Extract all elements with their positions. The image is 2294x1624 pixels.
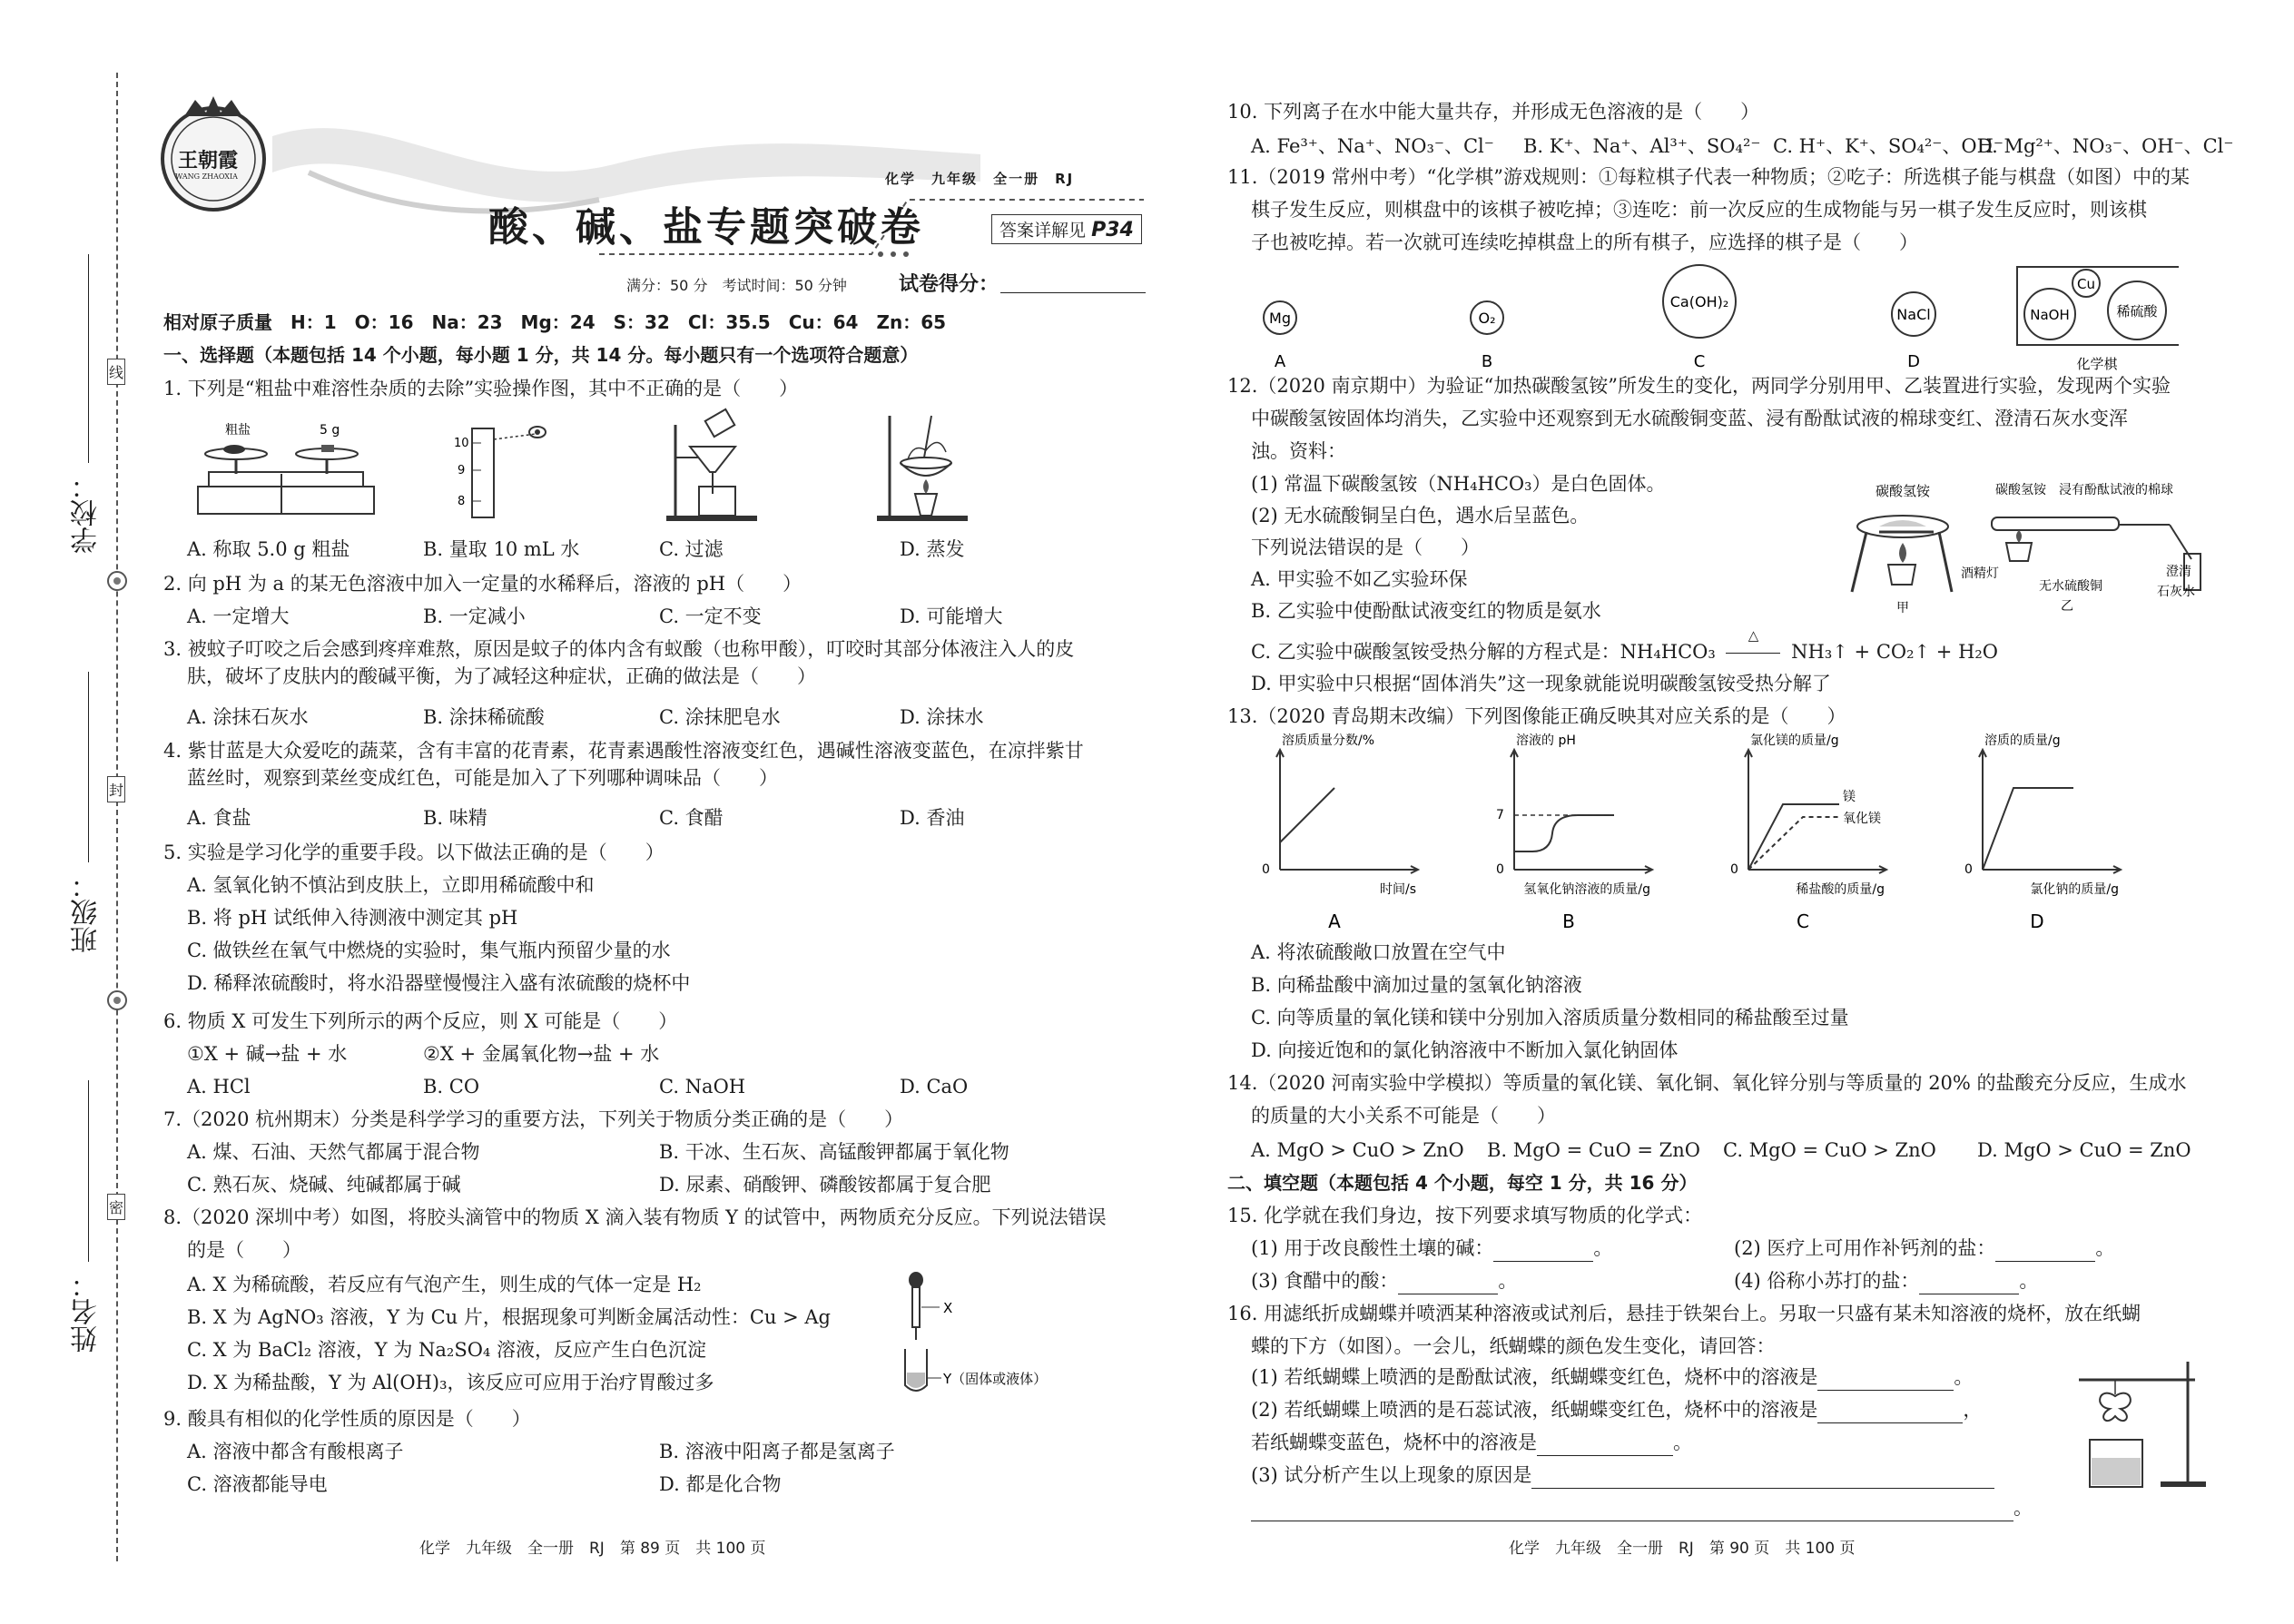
graph-tick-label: 7 (1496, 808, 1504, 822)
graph-curve (1514, 815, 1614, 851)
graph-x-label: 时间/s (1379, 882, 1416, 897)
svg-text:化学棋: 化学棋 (2076, 356, 2118, 372)
name-field[interactable] (88, 1080, 89, 1262)
graph-y-label: 溶液的 pH (1516, 733, 1576, 748)
question-6: 6. 物质 X 可发生下列所示的两个反应，则 X 可能是（ ） (163, 1010, 678, 1032)
atomic-masses: 相对原子质量 H：1 O：16 Na：23 Mg：24 S：32 Cl：35.5 Cu：64 Zn：65 (163, 311, 947, 333)
svg-text:Y（固体或液体）: Y（固体或液体） (943, 1371, 1048, 1387)
question-13: 13.（2020 青岛期末改编）下列图像能正确反映其对应关系的是（ ） (1227, 705, 1846, 727)
q16-answer-4[interactable] (1531, 1468, 1994, 1489)
svg-text:粗盐: 粗盐 (225, 423, 251, 438)
q12-info-1: (1) 常温下碳酸氢铵（NH₄HCO₃）是白色固体。 (1251, 473, 1666, 495)
graph-curve (1983, 788, 2073, 870)
q16-figure-butterfly (2043, 1353, 2215, 1489)
question-3: 3. 被蚊子叮咬之后会感到疼痒难熬，原因是蚊子的体内含有蚁酸（也称甲酸），叮咬时其部分体液注入人的皮 肤，破坏了皮肤内的酸碱平衡，为了减轻这种症状，正确的做法是（ ） (163, 638, 1075, 687)
q16-item-2: (2) 若纸蝴蝶上喷洒的是石蕊试液，纸蝴蝶变红色，烧杯中的溶液是 ， (1251, 1396, 1982, 1423)
score-label: 试卷得分： (899, 272, 999, 296)
question-1: 1. 下列是“粗盐中难溶性杂质的去除”实验操作图，其中不正确的是（ ） (163, 378, 799, 399)
answer-ref-box: 答案详解见 P34 (991, 214, 1142, 244)
q1-figure-filter (663, 407, 763, 523)
q7-options: A. 煤、石油、天然气都属于混合物 B. 干冰、生石灰、高锰酸钾都属于氧化物 C. 熟石灰、烧碱、纯碱都属于碱 D. 尿素、硝酸钾、磷酸铵都属于复合肥 (187, 1141, 1009, 1196)
svg-text:无水硫酸铜: 无水硫酸铜 (2039, 579, 2102, 594)
q6-options: A. HCl B. CO C. NaOH D. CaO (187, 1076, 969, 1097)
svg-text:澄清: 澄清 (2166, 565, 2191, 579)
question-11: 11.（2019 常州中考）“化学棋”游戏规则：①每粒棋子代表一种物质；②吃子：所选棋子能与棋盘（如图）中的某 棋子发生反应，则棋盘中的该棋子被吃掉；③连吃：前一次反应的生成物能与另一棋子发生反应时，则该棋 子也被吃掉。若一次就可连续吃掉棋盘上的所有棋子，应选择的棋子是（ ） (1227, 166, 2190, 253)
q3-options: A. 涂抹石灰水 B. 涂抹稀硫酸 C. 涂抹肥皂水 D. 涂抹水 (187, 706, 984, 728)
graph-y-label: 氯化镁的质量/g (1750, 733, 1839, 748)
binding-dashed-line (116, 73, 118, 1561)
q12-ask: 下列说法错误的是（ ） (1251, 536, 1480, 558)
q1-figure-cylinder (454, 421, 554, 521)
question-5: 5. 实验是学习化学的重要手段。以下做法正确的是（ ） (163, 842, 665, 863)
q13-options: A. 将浓硫酸敞口放置在空气中 B. 向稀盐酸中滴加过量的氢氧化钠溶液 C. 向等质量的氧化镁和镁中分别加入溶质质量分数相同的稀盐酸至过量 D. 向接近饱和的氯化钠溶液中不断加入氯化钠固体 (1251, 941, 1849, 1061)
class-label: 班级： (71, 871, 103, 953)
q14-options: A. MgO > CuO > ZnO B. MgO = CuO = ZnO C. MgO = CuO > ZnO D. MgO > CuO = ZnO (1251, 1139, 2191, 1161)
question-12: 12.（2020 南京期中）为验证“加热碳酸氢铵”所发生的变化，两同学分别用甲、乙装置进行实验，发现两个实验 中碳酸氢铵固体均消失，乙实验中还观察到无水硫酸铜变蓝、浸有酚酞试液的棉球变红、澄清石灰水变浑 浊。资料： (1227, 375, 2171, 462)
q15-item-3: (3) 食醋中的酸： 。 (1251, 1267, 1517, 1294)
page-title: 酸、碱、盐专题突破卷 (488, 204, 924, 251)
svg-text:乙: 乙 (2061, 599, 2073, 614)
graph-y-label: 溶质质量分数/% (1282, 733, 1375, 748)
score-field[interactable] (1000, 292, 1146, 293)
graph-series-label: 镁 (1843, 790, 1856, 804)
graph-letter: A (1328, 910, 1341, 932)
graph-x-label: 稀盐酸的质量/g (1796, 882, 1885, 897)
q8-options: A. X 为稀硫酸，若反应有气泡产生，则生成的气体一定是 H₂ B. X 为 AgNO₃ 溶液，Y 为 Cu 片，根据现象可判断金属活动性：Cu > Ag C. X 为 BaCl₂ 溶液，Y 为 Na₂SO₄ 溶液，反应产生白色沉淀 D. X 为稀盐酸，Y 为 Al(OH)₃，该反应可应用于治疗胃酸过多 (187, 1274, 832, 1393)
q16-answer-1[interactable] (1817, 1370, 1954, 1391)
section-2-heading: 二、填空题（本题包括 4 个小题，每空 1 分，共 16 分） (1227, 1172, 1698, 1194)
q10-options: A. Fe³⁺、Na⁺、NO₃⁻、Cl⁻ B. K⁺、Na⁺、Al³⁺、SO₄²⁻ C. H⁺、K⁺、SO₄²⁻、OH⁻ D. Mg²⁺、NO₃⁻、OH⁻、Cl⁻ (1251, 135, 2234, 157)
q16-answer-5[interactable] (1251, 1501, 2013, 1521)
q6-reaction-2: ②X + 金属氧化物→盐 + 水 (423, 1043, 660, 1065)
q15-answer-4[interactable] (1919, 1274, 2019, 1294)
q16-item-3: (3) 试分析产生以上现象的原因是 (1251, 1462, 1994, 1489)
school-field[interactable] (88, 254, 89, 463)
q12-figure-apparatus (1825, 477, 2215, 614)
q15-item-1: (1) 用于改良酸性土壤的碱： 。 (1251, 1235, 1612, 1262)
brand-name: 王朝霞 (178, 149, 239, 172)
graph-zero-label: 0 (1496, 862, 1504, 877)
q12-option-a: A. 甲实验不如乙实验环保 (1251, 568, 1468, 590)
svg-text:甲: 甲 (1896, 601, 1909, 614)
brand-subtitle: WANG ZHAOXIA (175, 172, 238, 181)
q16-item-2b: 若纸蝴蝶变蓝色，烧杯中的溶液是 。 (1251, 1429, 1692, 1456)
graph-x-label: 氯化钠的质量/g (2030, 882, 2119, 897)
svg-text:B: B (1481, 352, 1493, 371)
q13-graphs (1244, 733, 2206, 944)
subject-tag: 化学 九年级 全一册 RJ (885, 171, 1075, 187)
q12-option-d: D. 甲实验中只根据“固体消失”这一现象就能说明碳酸氢铵受热分解了 (1251, 673, 1831, 694)
graph-letter: D (2030, 910, 2044, 932)
svg-text:C: C (1693, 352, 1706, 371)
seal-mark-2: 封 (107, 776, 125, 802)
q1-options: A. 称取 5.0 g 粗盐 B. 量取 10 mL 水 C. 过滤 D. 蒸发 (187, 538, 965, 560)
q5-options: A. 氢氧化钠不慎沾到皮肤上，立即用稀硫酸中和 B. 将 pH 试纸伸入待测液中测定其 pH C. 做铁丝在氧气中燃烧的实验时，集气瓶内预留少量的水 D. 稀释浓硫酸时，将水沿器壁慢慢注入盛有浓硫酸的烧杯中 (187, 874, 691, 994)
svg-text:石灰水: 石灰水 (2157, 585, 2195, 599)
q16-answer-2[interactable] (1817, 1403, 1963, 1423)
seal-mark-1: 线 (107, 359, 125, 385)
graph-zero-label: 0 (1730, 862, 1738, 877)
graph-x-label: 氢氧化钠溶液的质量/g (1523, 882, 1650, 897)
seal-mark-3: 密 (107, 1194, 125, 1220)
q6-reaction-1: ①X + 碱→盐 + 水 (187, 1043, 348, 1065)
q2-options: A. 一定增大 B. 一定减小 C. 一定不变 D. 可能增大 (187, 605, 1003, 627)
q9-options: A. 溶液中都含有酸根离子 B. 溶液中阳离子都是氢离子 C. 溶液都能导电 D. 都是化合物 (187, 1441, 895, 1495)
q15-item-2: (2) 医疗上可用作补钙剂的盐： 。 (1734, 1235, 2114, 1262)
question-2: 2. 向 pH 为 a 的某无色溶液中加入一定量的水稀释后，溶液的 pH（ ） (163, 573, 802, 595)
svg-text:Cu: Cu (2077, 276, 2095, 292)
q15-answer-1[interactable] (1493, 1241, 1593, 1262)
q12-option-b: B. 乙实验中使酚酞试液变红的物质是氨水 (1251, 600, 1601, 622)
graph-y-label: 溶质的质量/g (1984, 733, 2061, 748)
q12-info-2: (2) 无水硫酸铜呈白色，遇水后呈蓝色。 (1251, 505, 1590, 527)
svg-text:O₂: O₂ (1478, 310, 1496, 327)
class-field[interactable] (88, 672, 89, 862)
question-15: 15. 化学就在我们身边，按下列要求填写物质的化学式： (1227, 1205, 1703, 1226)
question-10: 10. 下列离子在水中能大量共存，并形成无色溶液的是（ ） (1227, 101, 1760, 123)
footer-left: 化学 九年级 全一册 RJ 第 89 页 共 100 页 (419, 1540, 766, 1558)
q15-item-4: (4) 俗称小苏打的盐： 。 (1734, 1267, 2038, 1294)
q8-figure-dropper (894, 1271, 1076, 1398)
svg-text:NaCl: NaCl (1896, 306, 1931, 323)
svg-text:9: 9 (458, 464, 466, 477)
svg-text:碳酸氢铵: 碳酸氢铵 (1875, 483, 1931, 499)
graph-zero-label: 0 (1262, 862, 1270, 877)
q15-answer-2[interactable] (1995, 1241, 2095, 1262)
graph-curve (1280, 788, 1334, 842)
question-8: 8.（2020 深圳中考）如图，将胶头滴管中的物质 X 滴入装有物质 Y 的试管中，两物质充分反应。下列说法错误 的是（ ） (163, 1206, 1107, 1261)
q1-figure-evaporate (871, 407, 971, 523)
q11-figure-chess (1244, 254, 2179, 381)
svg-text:碳酸氢铵: 碳酸氢铵 (1995, 483, 2046, 497)
svg-text:X: X (943, 1300, 953, 1316)
svg-text:稀硫酸: 稀硫酸 (2116, 303, 2158, 320)
svg-text:A: A (1274, 352, 1286, 371)
svg-text:Ca(OH)₂: Ca(OH)₂ (1669, 293, 1729, 310)
exam-meta: 满分：50 分 考试时间：50 分钟 (626, 277, 847, 294)
q4-options: A. 食盐 B. 味精 C. 食醋 D. 香油 (187, 807, 965, 829)
q1-figure-balance (191, 419, 381, 519)
name-label: 姓名： (71, 1271, 103, 1353)
svg-text:5 g: 5 g (320, 423, 340, 438)
svg-text:NaOH: NaOH (2030, 307, 2070, 323)
svg-text:酒精灯: 酒精灯 (1961, 566, 1999, 581)
q16-item-3-line2: 。 (1251, 1494, 2033, 1521)
question-7: 7.（2020 杭州期末）分类是科学学习的重要方法，下列关于物质分类正确的是（ ） (163, 1108, 904, 1130)
svg-text:10: 10 (454, 437, 469, 450)
svg-text:浸有酚酞试液的棉球: 浸有酚酞试液的棉球 (2059, 483, 2173, 497)
svg-text:Mg: Mg (1269, 310, 1291, 327)
question-9: 9. 酸具有相似的化学性质的原因是（ ） (163, 1408, 531, 1430)
binding-hole-icon (106, 989, 128, 1011)
graph-letter: B (1562, 910, 1575, 932)
graph-zero-label: 0 (1964, 862, 1973, 877)
q16-item-1: (1) 若纸蝴蝶上喷洒的是酚酞试液，纸蝴蝶变红色，烧杯中的溶液是 。 (1251, 1363, 1973, 1391)
footer-right: 化学 九年级 全一册 RJ 第 90 页 共 100 页 (1509, 1540, 1856, 1558)
graph-curve (1748, 804, 1839, 870)
svg-text:8: 8 (458, 495, 466, 508)
graph-letter: C (1797, 910, 1809, 932)
q16-answer-3[interactable] (1537, 1435, 1673, 1456)
graph-series-label: 氧化镁 (1843, 812, 1881, 826)
section-1-heading: 一、选择题（本题包括 14 个小题，每小题 1 分，共 14 分。每小题只有一个选项符合题意） (163, 344, 919, 366)
question-16: 16. 用滤纸折成蝴蝶并喷洒某种溶液或试剂后，悬挂于铁架台上。另取一只盛有某未知溶液的烧杯，放在纸蝴 蝶的下方（如图）。一会儿，纸蝴蝶的颜色发生变化，请回答： (1227, 1303, 2141, 1357)
question-14: 14.（2020 河南实验中学模拟）等质量的氧化镁、氧化铜、氧化锌分别与等质量的 20% 的盐酸充分反应，生成水 的质量的大小关系不可能是（ ） (1227, 1072, 2187, 1127)
question-4: 4. 紫甘蓝是大众爱吃的蔬菜，含有丰富的花青素，花青素遇酸性溶液变红色，遇碱性溶液变蓝色，在凉拌紫甘 蓝丝时，观察到菜丝变成红色，可能是加入了下列哪种调味品（ ） (163, 740, 1084, 789)
binding-hole-icon (106, 570, 128, 592)
q15-answer-3[interactable] (1398, 1274, 1498, 1294)
school-label: 学校： (71, 472, 103, 554)
svg-text:D: D (1907, 352, 1920, 371)
q12-option-c: C. 乙实验中碳酸氢铵受热分解的方程式是：NH₄HCO₃ △ NH₃↑ + CO₂↑ + H₂O (1251, 627, 1999, 663)
